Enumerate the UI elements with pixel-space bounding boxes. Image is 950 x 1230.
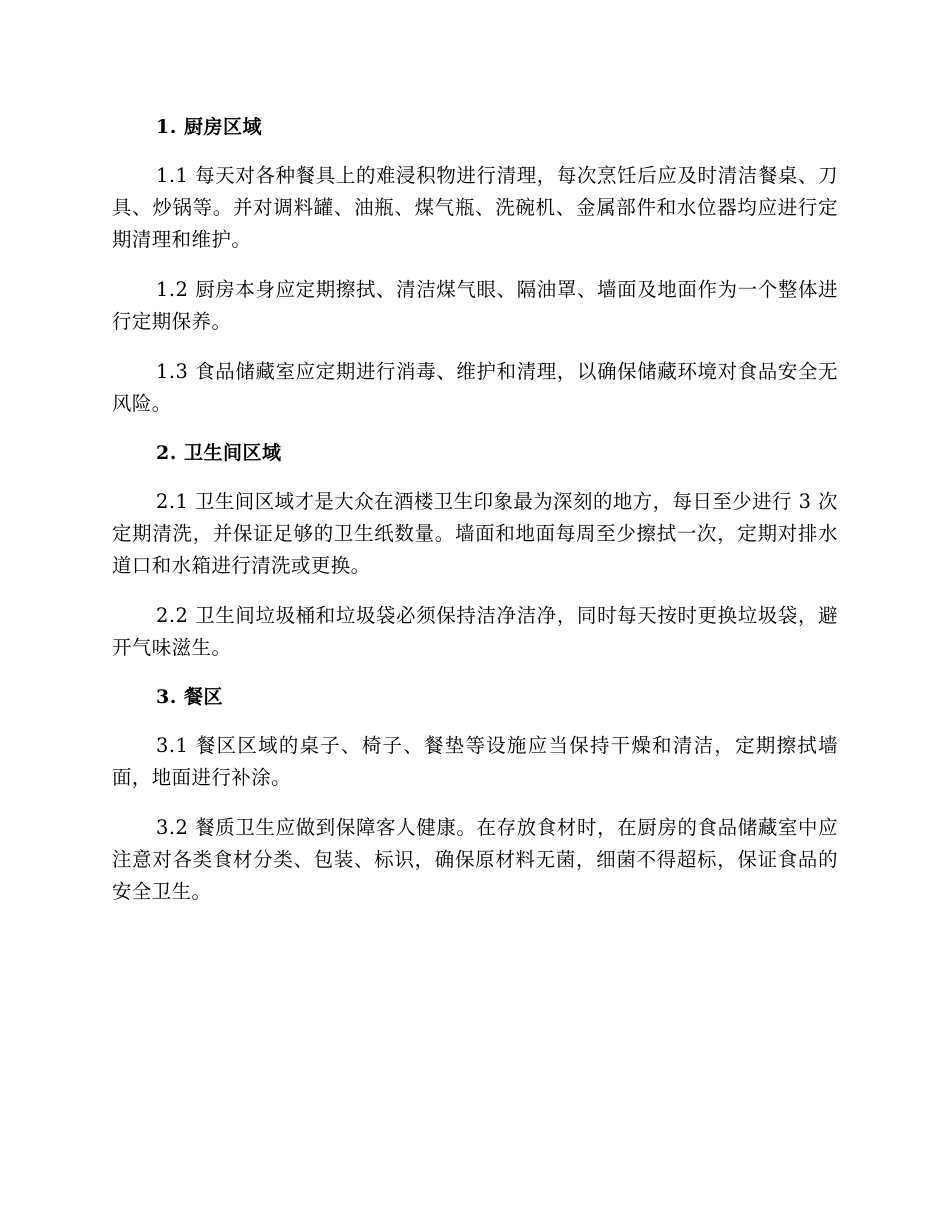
paragraph: 3.2 餐质卫生应做到保障客人健康。在存放食材时，在厨房的食品储藏室中应注意对各类食材分类、包装、标识，确保原材料无菌，细菌不得超标，保证食品的安全卫生。 bbox=[112, 816, 838, 903]
section-dining-area bbox=[112, 682, 838, 908]
paragraph: 1.3 食品储藏室应定期进行消毒、维护和清理，以确保储藏环境对食品安全无风险。 bbox=[112, 360, 838, 415]
section-restroom bbox=[112, 438, 838, 664]
paragraph: 1.1 每天对各种餐具上的难浸积物进行清理，每次烹饪后应及时清洁餐桌、刀具、炒锅等。并对调料罐、油瓶、煤气瓶、洗碗机、金属部件和水位器均应进行定期清理和维护。 bbox=[112, 164, 838, 251]
document-page bbox=[112, 112, 838, 926]
paragraph: 2.1 卫生间区域才是大众在酒楼卫生印象最为深刻的地方，每日至少进行 3 次定期清洗，并保证足够的卫生纸数量。墙面和地面每周至少擦拭一次，定期对排水道口和水箱进行清洗或更换。 bbox=[112, 490, 838, 577]
section-kitchen bbox=[112, 112, 838, 420]
paragraph: 3.1 餐区区域的桌子、椅子、餐垫等设施应当保持干燥和清洁，定期擦拭墙面，地面进行补涂。 bbox=[112, 734, 838, 789]
paragraph: 2.2 卫生间垃圾桶和垃圾袋必须保持洁净洁净，同时每天按时更换垃圾袋，避开气味滋生。 bbox=[112, 604, 838, 659]
section-heading: 3. 餐区 bbox=[156, 686, 223, 708]
paragraph: 1.2 厨房本身应定期擦拭、清洁煤气眼、隔油罩、墙面及地面作为一个整体进行定期保养。 bbox=[112, 278, 838, 333]
section-heading: 1. 厨房区域 bbox=[156, 116, 262, 138]
section-heading: 2. 卫生间区域 bbox=[156, 442, 282, 464]
